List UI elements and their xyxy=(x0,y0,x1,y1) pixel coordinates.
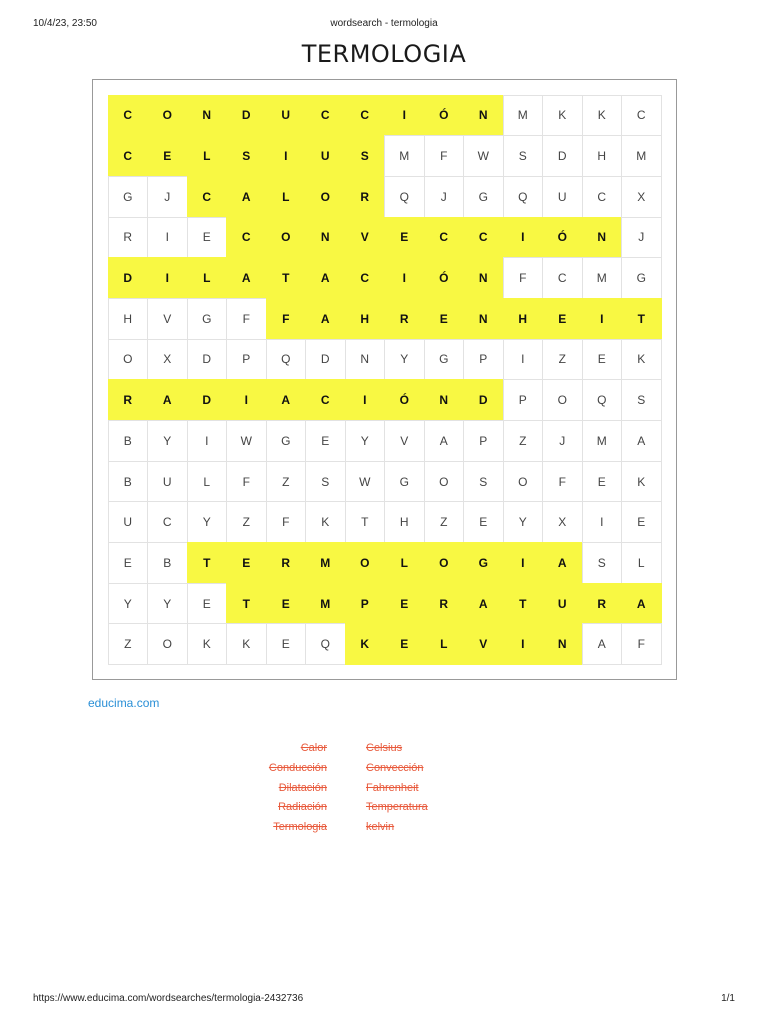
grid-cell: D xyxy=(187,339,228,381)
grid-cell: E xyxy=(621,501,662,543)
grid-cell: S xyxy=(345,135,386,177)
grid-cell: F xyxy=(542,461,583,503)
grid-cell: V xyxy=(147,298,188,340)
grid-cell: K xyxy=(345,623,386,665)
page-title: TERMOLOGIA xyxy=(301,40,467,68)
grid-cell: N xyxy=(463,298,504,340)
word-list-item: Conducción xyxy=(268,761,327,774)
grid-cell: W xyxy=(345,461,386,503)
grid-cell: N xyxy=(345,339,386,381)
grid-cell: O xyxy=(266,217,307,259)
word-list-right-column xyxy=(366,739,428,838)
grid-cell: X xyxy=(542,501,583,543)
grid-cell: T xyxy=(621,298,662,340)
grid-cell: J xyxy=(147,176,188,218)
grid-cell: N xyxy=(582,217,623,259)
grid-cell: A xyxy=(305,257,346,299)
grid-cell: L xyxy=(187,257,228,299)
grid-cell: I xyxy=(582,501,623,543)
grid-cell: N xyxy=(463,257,504,299)
grid-cell: I xyxy=(503,217,544,259)
grid-cell: R xyxy=(108,379,149,421)
grid-cell: T xyxy=(503,583,544,625)
grid-cell: E xyxy=(108,542,149,584)
grid-cell: K xyxy=(187,623,228,665)
grid-cell: F xyxy=(621,623,662,665)
grid-cell: Ó xyxy=(542,217,583,259)
grid-cell: E xyxy=(384,217,425,259)
grid-cell: Y xyxy=(384,339,425,381)
grid-cell: Y xyxy=(147,583,188,625)
grid-cell: A xyxy=(226,176,267,218)
grid-cell: E xyxy=(582,461,623,503)
grid-cell: M xyxy=(582,257,623,299)
grid-cell: A xyxy=(621,420,662,462)
grid-cell: C xyxy=(108,135,149,177)
grid-cell: W xyxy=(226,420,267,462)
grid-cell: H xyxy=(582,135,623,177)
grid-cell: Z xyxy=(542,339,583,381)
grid-cell: Z xyxy=(108,623,149,665)
grid-cell: Y xyxy=(345,420,386,462)
grid-cell: C xyxy=(345,95,386,137)
grid-cell: I xyxy=(503,542,544,584)
grid-cell: H xyxy=(345,298,386,340)
grid-cell: P xyxy=(463,339,504,381)
print-header xyxy=(33,18,735,32)
grid-cell: N xyxy=(424,379,465,421)
grid-cell: E xyxy=(384,583,425,625)
grid-cell: C xyxy=(305,379,346,421)
word-list-item: Convección xyxy=(366,761,424,774)
grid-cell: I xyxy=(384,257,425,299)
grid-cell: U xyxy=(266,95,307,137)
grid-cell: A xyxy=(147,379,188,421)
grid-cell: G xyxy=(187,298,228,340)
word-list-item: Radiación xyxy=(278,801,327,814)
word-list-item: kelvin xyxy=(366,821,395,834)
grid-cell: Q xyxy=(503,176,544,218)
grid-cell: P xyxy=(503,379,544,421)
grid-cell: A xyxy=(226,257,267,299)
word-list-item: Celsius xyxy=(366,742,403,754)
grid-cell: F xyxy=(266,298,307,340)
grid-cell: M xyxy=(503,95,544,137)
word-list-left-column xyxy=(269,739,327,838)
grid-cell: J xyxy=(424,176,465,218)
grid-cell: U xyxy=(542,176,583,218)
grid-cell: D xyxy=(108,257,149,299)
grid-cell: S xyxy=(226,135,267,177)
grid-cell: O xyxy=(542,379,583,421)
grid-cell: C xyxy=(187,176,228,218)
grid-cell: F xyxy=(226,461,267,503)
word-list-item: Fahrenheit xyxy=(366,781,419,794)
grid-cell: U xyxy=(542,583,583,625)
grid-cell: G xyxy=(384,461,425,503)
grid-cell: D xyxy=(187,379,228,421)
grid-cell: B xyxy=(147,542,188,584)
grid-cell: S xyxy=(503,135,544,177)
grid-cell: F xyxy=(503,257,544,299)
grid-cell: E xyxy=(266,583,307,625)
grid-cell: S xyxy=(305,461,346,503)
print-url: https://www.educima.com/wordsearches/termologia-2432736 xyxy=(33,993,304,1004)
grid-cell: C xyxy=(424,217,465,259)
grid-cell: X xyxy=(621,176,662,218)
grid-cell: Z xyxy=(503,420,544,462)
grid-cell: Q xyxy=(266,339,307,381)
grid-cell: J xyxy=(621,217,662,259)
grid-cell: V xyxy=(384,420,425,462)
grid-cell: I xyxy=(187,420,228,462)
grid-cell: Ó xyxy=(424,257,465,299)
grid-cell: L xyxy=(384,542,425,584)
grid-cell: Y xyxy=(187,501,228,543)
grid-cell: I xyxy=(147,217,188,259)
grid-cell: I xyxy=(503,339,544,381)
print-footer xyxy=(33,993,735,1007)
grid-cell: I xyxy=(503,623,544,665)
grid-cell: Y xyxy=(108,583,149,625)
grid-cell: I xyxy=(582,298,623,340)
grid-cell: Z xyxy=(266,461,307,503)
grid-cell: A xyxy=(463,583,504,625)
grid-cell: E xyxy=(305,420,346,462)
grid-cell: V xyxy=(345,217,386,259)
grid-cell: A xyxy=(542,542,583,584)
grid-cell: L xyxy=(187,135,228,177)
grid-cell: R xyxy=(266,542,307,584)
grid-cell: M xyxy=(305,583,346,625)
grid-cell: Q xyxy=(305,623,346,665)
grid-cell: I xyxy=(147,257,188,299)
grid-cell: E xyxy=(582,339,623,381)
grid-cell: E xyxy=(187,217,228,259)
grid-cell: X xyxy=(147,339,188,381)
grid-cell: L xyxy=(621,542,662,584)
grid-cell: Q xyxy=(582,379,623,421)
grid-cell: J xyxy=(542,420,583,462)
grid-cell: E xyxy=(226,542,267,584)
grid-cell: Q xyxy=(384,176,425,218)
grid-cell: N xyxy=(463,95,504,137)
grid-cell: Y xyxy=(503,501,544,543)
grid-cell: C xyxy=(621,95,662,137)
grid-cell: R xyxy=(582,583,623,625)
grid-cell: T xyxy=(226,583,267,625)
word-list-item: Calor xyxy=(300,742,327,754)
grid-cell: D xyxy=(463,379,504,421)
grid-cell: A xyxy=(266,379,307,421)
grid-cell: G xyxy=(108,176,149,218)
grid-cell: F xyxy=(226,298,267,340)
grid-cell: T xyxy=(266,257,307,299)
grid-cell: F xyxy=(266,501,307,543)
grid-cell: O xyxy=(147,623,188,665)
grid-cell: I xyxy=(384,95,425,137)
grid-cell: B xyxy=(108,461,149,503)
grid-cell: I xyxy=(345,379,386,421)
grid-cell: G xyxy=(463,176,504,218)
grid-cell: O xyxy=(503,461,544,503)
grid-cell: M xyxy=(384,135,425,177)
grid-cell: K xyxy=(542,95,583,137)
grid-cell: G xyxy=(463,542,504,584)
grid-cell: C xyxy=(305,95,346,137)
grid-cell: U xyxy=(305,135,346,177)
word-list-item: Dilatación xyxy=(278,781,327,794)
grid-cell: V xyxy=(463,623,504,665)
grid-cell: A xyxy=(621,583,662,625)
grid-cell: D xyxy=(226,95,267,137)
word-list-item: Termologia xyxy=(273,821,327,834)
grid-cell: C xyxy=(108,95,149,137)
grid-cell: K xyxy=(621,461,662,503)
grid-cell: S xyxy=(463,461,504,503)
word-search-grid xyxy=(108,95,661,665)
grid-cell: C xyxy=(463,217,504,259)
grid-cell: E xyxy=(424,298,465,340)
grid-cell: G xyxy=(424,339,465,381)
grid-cell: N xyxy=(187,95,228,137)
grid-cell: H xyxy=(384,501,425,543)
grid-cell: Z xyxy=(226,501,267,543)
grid-cell: Ó xyxy=(384,379,425,421)
grid-cell: R xyxy=(108,217,149,259)
grid-cell: A xyxy=(582,623,623,665)
grid-cell: G xyxy=(266,420,307,462)
print-timestamp: 10/4/23, 23:50 xyxy=(33,18,97,29)
grid-cell: O xyxy=(108,339,149,381)
grid-cell: L xyxy=(266,176,307,218)
grid-cell: Ó xyxy=(424,95,465,137)
grid-cell: P xyxy=(226,339,267,381)
grid-cell: O xyxy=(147,95,188,137)
grid-cell: U xyxy=(147,461,188,503)
grid-cell: C xyxy=(147,501,188,543)
grid-cell: E xyxy=(384,623,425,665)
grid-cell: K xyxy=(226,623,267,665)
grid-cell: W xyxy=(463,135,504,177)
grid-cell: K xyxy=(582,95,623,137)
grid-cell: O xyxy=(424,542,465,584)
grid-cell: T xyxy=(187,542,228,584)
grid-cell: F xyxy=(424,135,465,177)
grid-cell: A xyxy=(424,420,465,462)
grid-cell: P xyxy=(463,420,504,462)
word-list-item: Temperatura xyxy=(366,801,428,814)
grid-cell: U xyxy=(108,501,149,543)
grid-cell: B xyxy=(108,420,149,462)
grid-cell: K xyxy=(305,501,346,543)
grid-cell: A xyxy=(305,298,346,340)
grid-cell: E xyxy=(266,623,307,665)
grid-cell: C xyxy=(582,176,623,218)
grid-cell: N xyxy=(542,623,583,665)
print-doc-title: wordsearch - termologia xyxy=(330,18,438,29)
page-number: 1/1 xyxy=(721,993,735,1004)
grid-cell: E xyxy=(542,298,583,340)
grid-cell: N xyxy=(305,217,346,259)
grid-cell: R xyxy=(345,176,386,218)
grid-cell: I xyxy=(266,135,307,177)
grid-cell: T xyxy=(345,501,386,543)
grid-cell: M xyxy=(621,135,662,177)
grid-cell: C xyxy=(226,217,267,259)
grid-cell: Y xyxy=(147,420,188,462)
grid-cell: O xyxy=(424,461,465,503)
grid-cell: S xyxy=(582,542,623,584)
grid-cell: O xyxy=(305,176,346,218)
grid-cell: D xyxy=(542,135,583,177)
grid-cell: L xyxy=(187,461,228,503)
grid-cell: D xyxy=(305,339,346,381)
grid-cell: R xyxy=(384,298,425,340)
brand-link[interactable]: educima.com xyxy=(88,696,160,710)
grid-cell: P xyxy=(345,583,386,625)
grid-cell: H xyxy=(503,298,544,340)
grid-cell: C xyxy=(345,257,386,299)
grid-cell: Z xyxy=(424,501,465,543)
grid-cell: M xyxy=(582,420,623,462)
grid-cell: C xyxy=(542,257,583,299)
grid-cell: E xyxy=(187,583,228,625)
grid-cell: R xyxy=(424,583,465,625)
grid-cell: G xyxy=(621,257,662,299)
grid-cell: K xyxy=(621,339,662,381)
grid-cell: H xyxy=(108,298,149,340)
grid-cell: E xyxy=(463,501,504,543)
grid-cell: E xyxy=(147,135,188,177)
grid-cell: S xyxy=(621,379,662,421)
grid-cell: I xyxy=(226,379,267,421)
grid-cell: M xyxy=(305,542,346,584)
grid-cell: L xyxy=(424,623,465,665)
grid-cell: O xyxy=(345,542,386,584)
